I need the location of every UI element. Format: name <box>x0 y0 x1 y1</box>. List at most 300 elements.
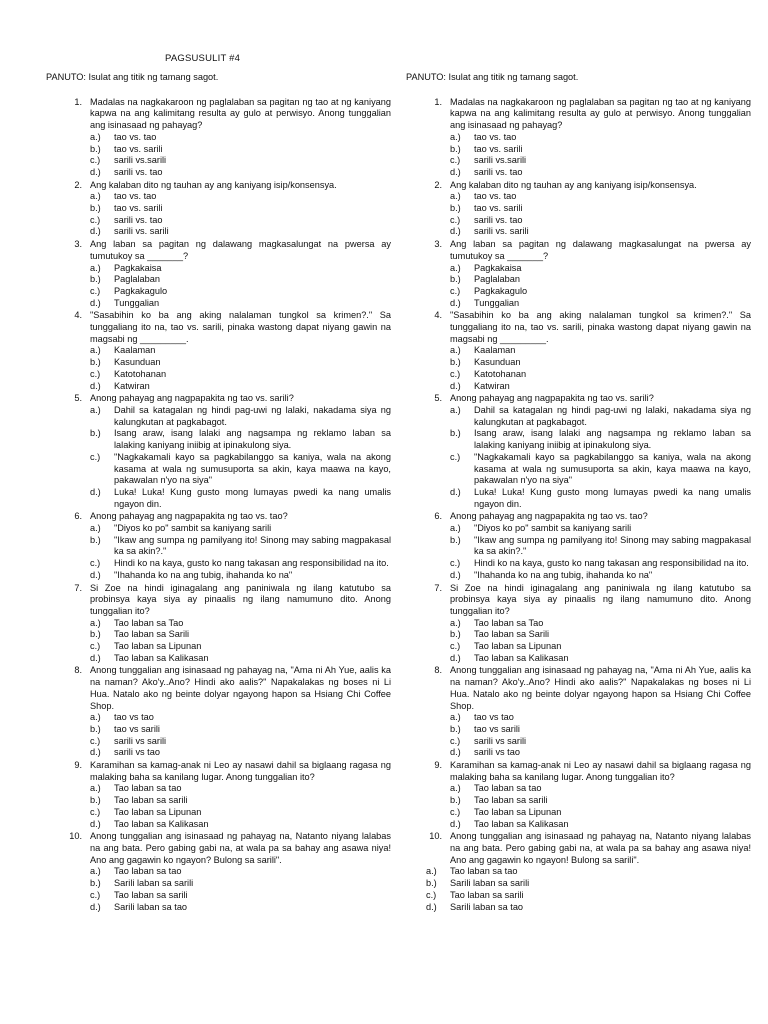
question-number: 10. <box>429 831 442 842</box>
option-text: tao vs sarili <box>114 723 160 734</box>
option-text: sarili vs tao <box>474 747 520 758</box>
option-letter: c.) <box>90 368 101 379</box>
question-item <box>406 393 751 510</box>
option-text: Tao laban sa tao <box>474 783 542 794</box>
answer-option <box>406 570 751 582</box>
question-stem <box>406 760 751 783</box>
option-letter: b.) <box>90 878 101 889</box>
option-text: Tunggalian <box>474 297 520 308</box>
answer-option <box>406 144 751 156</box>
question-item <box>46 583 391 665</box>
question-text: Anong tunggalian ang isinasaad ng pahayag na, "Ama ni Ah Yue, aalis ka na naman? Ako'y..Ano? Hindi ako aalis?" Napakalakas ng boses ni Li Hua. Natalo ako ng beinte dolyar ngayong hapon sa Hsiang Chi Coffee Shop. <box>90 665 391 711</box>
option-text: Tao laban sa tao <box>114 866 182 877</box>
option-text: Dahil sa katagalan ng hindi pag-uwi ng lalaki, nakadama siya ng kalungkutan at pagkabagot. <box>474 404 751 427</box>
answer-option <box>406 298 751 310</box>
option-letter: a.) <box>426 866 437 877</box>
option-letter: a.) <box>90 404 101 415</box>
answer-option <box>46 191 391 203</box>
answer-option <box>406 263 751 275</box>
option-letter: d.) <box>450 166 461 177</box>
answer-option <box>406 226 751 238</box>
question-item <box>406 97 751 179</box>
option-letter: a.) <box>90 866 101 877</box>
answer-option <box>46 487 391 510</box>
option-text: Sarili laban sa sarili <box>114 878 194 889</box>
answer-option <box>46 878 391 890</box>
answer-option <box>46 819 391 831</box>
option-letter: d.) <box>90 486 101 497</box>
answer-option <box>46 724 391 736</box>
option-text: "Ikaw ang sumpa ng pamilyang ito! Sinong may sabing magpakasal ka sa akin?." <box>114 534 391 557</box>
answer-option <box>406 428 751 451</box>
option-letter: a.) <box>90 712 101 723</box>
question-item <box>46 239 391 309</box>
answer-option <box>46 381 391 393</box>
option-text: "Nagkakamali kayo sa pagkabilanggo sa kaniya, wala na akong kasama at wala ng sumusuporta sa akin, kaya maawa na kayo, pakawalan n'yo na siya" <box>114 451 391 486</box>
option-letter: b.) <box>450 274 461 285</box>
answer-option <box>46 405 391 428</box>
answer-option <box>406 629 751 641</box>
option-letter: b.) <box>450 629 461 640</box>
option-letter: b.) <box>450 203 461 214</box>
option-text: Tao laban sa sarili <box>114 889 188 900</box>
answer-option <box>46 167 391 179</box>
option-letter: a.) <box>90 345 101 356</box>
option-text: Tao laban sa Kalikasan <box>114 652 209 663</box>
question-stem <box>46 97 391 132</box>
answer-option <box>406 783 751 795</box>
option-letter: c.) <box>90 806 101 817</box>
option-text: tao vs. tao <box>114 191 157 202</box>
option-text: sarili vs. tao <box>114 166 163 177</box>
answer-option <box>46 570 391 582</box>
question-stem <box>46 393 391 405</box>
option-letter: d.) <box>90 747 101 758</box>
option-letter: b.) <box>90 723 101 734</box>
answer-option <box>46 795 391 807</box>
question-stem <box>406 97 751 132</box>
option-letter: d.) <box>450 569 461 580</box>
answer-option <box>406 807 751 819</box>
option-letter: a.) <box>90 523 101 534</box>
answer-option <box>46 783 391 795</box>
question-text: Anong tunggalian ang isinasaad ng pahayag na, Natanto niyang lalabas na ang bata. Pero gabing gabi na, at wala pa sa bahay ang asawa niya! Ano ang gagawin ko ngayon! Bulong sa sarili". <box>450 831 751 865</box>
answer-option <box>46 629 391 641</box>
answer-option <box>406 866 751 878</box>
question-number: 4. <box>434 310 442 321</box>
option-text: Tao laban sa Tao <box>114 617 184 628</box>
option-text: sarili vs tao <box>114 747 160 758</box>
answer-option <box>46 452 391 487</box>
option-text: "Diyos ko po" sambit sa kaniyang sarili <box>474 523 632 534</box>
answer-option <box>406 819 751 831</box>
option-text: Isang araw, isang lalaki ang nagsampa ng reklamo laban sa lalaking kaniyang iniibig at ipinakulong siya. <box>114 428 391 451</box>
answer-option <box>46 523 391 535</box>
option-letter: d.) <box>90 901 101 912</box>
answer-option <box>406 405 751 428</box>
answer-option <box>46 215 391 227</box>
option-text: sarili vs. tao <box>114 214 163 225</box>
option-letter: c.) <box>90 889 101 900</box>
answer-option <box>46 866 391 878</box>
option-text: sarili vs.sarili <box>114 155 167 166</box>
option-letter: b.) <box>450 795 461 806</box>
option-letter: b.) <box>450 534 461 545</box>
option-letter: a.) <box>450 523 461 534</box>
question-stem <box>406 583 751 618</box>
option-letter: c.) <box>90 558 101 569</box>
answer-option <box>406 167 751 179</box>
option-text: "Ikaw ang sumpa ng pamilyang ito! Sinong may sabing magpakasal ka sa akin?." <box>474 534 751 557</box>
question-stem <box>46 665 391 712</box>
option-text: sarili vs sarili <box>474 735 527 746</box>
answer-option <box>406 724 751 736</box>
answer-option <box>406 369 751 381</box>
option-letter: d.) <box>450 226 461 237</box>
option-letter: a.) <box>450 262 461 273</box>
question-number: 5. <box>434 393 442 404</box>
question-item <box>46 97 391 179</box>
option-text: tao vs. sarili <box>114 143 163 154</box>
option-letter: b.) <box>90 534 101 545</box>
option-letter: d.) <box>90 652 101 663</box>
option-letter: a.) <box>450 345 461 356</box>
option-text: Pagkakaisa <box>114 262 162 273</box>
option-letter: a.) <box>450 712 461 723</box>
question-text: "Sasabihin ko ba ang aking nalalaman tungkol sa krimen?." Sa tunggaliang ito na, tao vs. sarili, pinaka wastong dapat niyang gawin na magsabi ng _________. <box>90 310 391 344</box>
option-letter: d.) <box>450 818 461 829</box>
option-text: tao vs. sarili <box>474 143 523 154</box>
option-text: Isang araw, isang lalaki ang nagsampa ng reklamo laban sa lalaking kaniyang iniibig at ipinakulong siya. <box>474 428 751 451</box>
option-letter: a.) <box>90 783 101 794</box>
answer-option <box>406 902 751 914</box>
question-stem <box>46 180 391 192</box>
option-letter: c.) <box>90 214 101 225</box>
question-stem <box>406 511 751 523</box>
answer-option <box>46 558 391 570</box>
option-letter: b.) <box>90 143 101 154</box>
option-letter: a.) <box>450 191 461 202</box>
option-text: Luka! Luka! Kung gusto mong lumayas pwedi ka nang umalis ngayon din. <box>474 486 751 509</box>
option-text: tao vs. tao <box>114 131 157 142</box>
question-text: Ang laban sa pagitan ng dalawang magkasalungat na pwersa ay tumutukoy sa _______? <box>450 239 751 261</box>
question-item <box>406 511 751 581</box>
option-letter: d.) <box>90 818 101 829</box>
option-letter: d.) <box>426 901 437 912</box>
answer-option <box>406 357 751 369</box>
option-text: Kaalaman <box>474 345 516 356</box>
question-item <box>46 393 391 510</box>
option-text: tao vs. sarili <box>114 203 163 214</box>
option-text: Tao laban sa sarili <box>474 795 548 806</box>
question-number: 1. <box>74 96 82 107</box>
option-text: Sarili laban sa sarili <box>450 878 530 889</box>
option-letter: c.) <box>90 735 101 746</box>
answer-option <box>46 712 391 724</box>
option-letter: d.) <box>90 569 101 580</box>
answer-option <box>406 132 751 144</box>
option-letter: a.) <box>450 783 461 794</box>
answer-option <box>406 641 751 653</box>
answer-option <box>406 890 751 902</box>
option-letter: c.) <box>90 155 101 166</box>
question-number: 3. <box>434 239 442 250</box>
option-letter: c.) <box>450 451 461 462</box>
option-text: Hindi ko na kaya, gusto ko nang takasan ang responsibilidad na ito. <box>114 558 389 569</box>
option-letter: a.) <box>450 617 461 628</box>
answer-option <box>46 132 391 144</box>
question-stem <box>46 511 391 523</box>
answer-option <box>46 653 391 665</box>
question-text: Madalas na nagkakaroon ng paglalaban sa pagitan ng tao at ng kaniyang kapwa na ang kalimitang resulta ay gulo at perwisyo. Anong tunggalian ang isinasaad ng pahayag? <box>90 96 391 131</box>
option-text: Katotohanan <box>474 368 527 379</box>
option-letter: b.) <box>426 878 437 889</box>
option-text: Tao laban sa tao <box>450 866 518 877</box>
question-item <box>406 583 751 665</box>
question-text: Anong pahayag ang nagpapakita ng tao vs. tao? <box>90 511 288 522</box>
question-item <box>406 760 751 830</box>
option-letter: b.) <box>450 428 461 439</box>
option-letter: d.) <box>450 297 461 308</box>
option-letter: a.) <box>90 617 101 628</box>
question-number: 8. <box>434 665 442 676</box>
question-list <box>406 97 751 914</box>
question-text: Ang kalaban dito ng tauhan ay ang kaniyang isip/konsensya. <box>90 179 337 190</box>
option-text: Paglalaban <box>114 274 160 285</box>
question-text: Karamihan sa kamag-anak ni Leo ay nasawi dahil sa biglaang ragasa ng malaking baha sa kanilang lugar. Anong tunggalian ito? <box>450 760 751 782</box>
option-letter: c.) <box>450 806 461 817</box>
question-number: 6. <box>74 511 82 522</box>
option-letter: a.) <box>90 131 101 142</box>
option-text: Dahil sa katagalan ng hindi pag-uwi ng lalaki, nakadama siya ng kalungkutan at pagkabagot. <box>114 404 391 427</box>
option-text: sarili vs. tao <box>474 214 523 225</box>
question-number: 2. <box>74 179 82 190</box>
option-text: Katwiran <box>474 380 510 391</box>
option-text: sarili vs. sarili <box>474 226 529 237</box>
option-letter: c.) <box>450 368 461 379</box>
option-letter: a.) <box>90 262 101 273</box>
option-text: Pagkakagulo <box>474 285 528 296</box>
option-letter: d.) <box>90 166 101 177</box>
question-text: "Sasabihin ko ba ang aking nalalaman tungkol sa krimen?." Sa tunggaliang ito na, tao vs. sarili, pinaka wastong dapat niyang gawin na magsabi ng _________. <box>450 310 751 344</box>
option-letter: b.) <box>450 143 461 154</box>
option-text: sarili vs sarili <box>114 735 167 746</box>
option-text: Hindi ko na kaya, gusto ko nang takasan ang responsibilidad na ito. <box>474 558 749 569</box>
option-letter: b.) <box>450 357 461 368</box>
option-letter: b.) <box>90 357 101 368</box>
option-letter: c.) <box>426 889 437 900</box>
answer-option <box>406 535 751 558</box>
option-letter: d.) <box>450 380 461 391</box>
option-letter: b.) <box>450 723 461 734</box>
question-text: Karamihan sa kamag-anak ni Leo ay nasawi dahil sa biglaang ragasa ng malaking baha sa kanilang lugar. Anong tunggalian ito? <box>90 760 391 782</box>
right-column <box>406 72 751 913</box>
question-item <box>46 665 391 759</box>
option-text: Kaalaman <box>114 345 156 356</box>
option-letter: c.) <box>90 451 101 462</box>
option-text: tao vs. tao <box>474 131 517 142</box>
option-text: Kasunduan <box>474 357 521 368</box>
option-text: Katotohanan <box>114 368 167 379</box>
option-letter: c.) <box>450 641 461 652</box>
option-text: sarili vs. sarili <box>114 226 169 237</box>
question-text: Anong pahayag ang nagpapakita ng tao vs. sarili? <box>90 393 294 404</box>
option-text: Tao laban sa Lipunan <box>114 641 202 652</box>
option-text: sarili vs. tao <box>474 166 523 177</box>
answer-option <box>406 452 751 487</box>
option-letter: c.) <box>90 641 101 652</box>
question-stem <box>406 239 751 262</box>
question-text: Anong tunggalian ang isinasaad ng pahayag na, Natanto niyang lalabas na ang bata. Pero gabing gabi na, at wala pa sa bahay ang asawa niya! Ano ang gagawin ko ngayon? Bulong sa sarili". <box>90 831 391 865</box>
option-text: Paglalaban <box>474 274 520 285</box>
answer-option <box>406 558 751 570</box>
option-text: tao vs tao <box>114 712 154 723</box>
option-text: Luka! Luka! Kung gusto mong lumayas pwedi ka nang umalis ngayon din. <box>114 486 391 509</box>
option-text: sarili vs.sarili <box>474 155 527 166</box>
answer-option <box>406 523 751 535</box>
option-text: Tao laban sa Kalikasan <box>474 818 569 829</box>
option-letter: a.) <box>90 191 101 202</box>
answer-option <box>46 902 391 914</box>
option-letter: b.) <box>90 274 101 285</box>
question-item <box>406 831 751 913</box>
question-number: 9. <box>434 760 442 771</box>
option-text: "Diyos ko po" sambit sa kaniyang sarili <box>114 523 272 534</box>
answer-option <box>46 369 391 381</box>
question-stem <box>406 665 751 712</box>
answer-option <box>406 747 751 759</box>
question-stem <box>46 831 391 866</box>
left-column <box>46 72 391 913</box>
option-letter: d.) <box>90 380 101 391</box>
answer-option <box>46 155 391 167</box>
option-text: "Ihahanda ko na ang tubig, ihahanda ko na" <box>474 569 653 580</box>
option-letter: c.) <box>90 285 101 296</box>
option-text: Tao laban sa Lipunan <box>114 806 202 817</box>
option-text: "Ihahanda ko na ang tubig, ihahanda ko na" <box>114 569 293 580</box>
option-text: tao vs tao <box>474 712 514 723</box>
option-letter: b.) <box>90 203 101 214</box>
option-letter: b.) <box>90 795 101 806</box>
question-number: 4. <box>74 310 82 321</box>
question-list <box>46 97 391 914</box>
question-text: Ang laban sa pagitan ng dalawang magkasalungat na pwersa ay tumutukoy sa _______? <box>90 239 391 261</box>
option-letter: d.) <box>450 747 461 758</box>
option-text: Tao laban sa Tao <box>474 617 544 628</box>
answer-option <box>46 226 391 238</box>
answer-option <box>406 795 751 807</box>
option-text: Tao laban sa sarili <box>114 795 188 806</box>
option-letter: b.) <box>90 629 101 640</box>
option-letter: c.) <box>450 285 461 296</box>
question-text: Anong tunggalian ang isinasaad ng pahayag na, "Ama ni Ah Yue, aalis ka na naman? Ako'y..Ano? Hindi ako aalis?" Napakalakas ng boses ni Li Hua. Natalo ako ng beinte dolyar ngayong hapon sa Hsiang Chi Coffee Shop. <box>450 665 751 711</box>
question-text: Anong pahayag ang nagpapakita ng tao vs. sarili? <box>450 393 654 404</box>
option-text: Tao laban sa Sarili <box>474 629 550 640</box>
option-letter: d.) <box>450 652 461 663</box>
option-text: Pagkakaisa <box>474 262 522 273</box>
question-stem <box>406 393 751 405</box>
question-number: 9. <box>74 760 82 771</box>
question-item <box>406 180 751 239</box>
answer-option <box>46 428 391 451</box>
question-item <box>46 831 391 913</box>
option-letter: d.) <box>450 486 461 497</box>
answer-option <box>406 286 751 298</box>
option-text: tao vs. tao <box>474 191 517 202</box>
answer-option <box>406 345 751 357</box>
question-number: 8. <box>74 665 82 676</box>
question-text: Si Zoe na hindi iginagalang ang paniniwala ng ilang katutubo sa probinsya kaya siya ay pinaalis ng ilang namumuno dito. Anong tunggalian ito? <box>90 582 391 616</box>
question-stem <box>46 760 391 783</box>
answer-option <box>46 736 391 748</box>
option-letter: a.) <box>450 404 461 415</box>
answer-option <box>406 618 751 630</box>
answer-option <box>406 878 751 890</box>
option-text: Tao laban sa Kalikasan <box>474 652 569 663</box>
question-stem <box>406 310 751 345</box>
answer-option <box>46 747 391 759</box>
question-stem <box>406 180 751 192</box>
option-text: Tao laban sa Lipunan <box>474 806 562 817</box>
question-stem <box>46 310 391 345</box>
question-item <box>46 310 391 392</box>
option-text: Katwiran <box>114 380 150 391</box>
answer-option <box>46 357 391 369</box>
option-letter: c.) <box>450 558 461 569</box>
option-text: Tao laban sa Sarili <box>114 629 190 640</box>
answer-option <box>406 203 751 215</box>
answer-option <box>46 274 391 286</box>
answer-option <box>46 807 391 819</box>
page-title: PAGSUSULIT #4 <box>165 53 241 64</box>
option-text: Tunggalian <box>114 297 160 308</box>
question-text: Madalas na nagkakaroon ng paglalaban sa pagitan ng tao at ng kaniyang kapwa na ang kalimitang resulta ay gulo at perwisyo. Anong tunggalian ang isinasaad ng pahayag? <box>450 96 751 131</box>
answer-option <box>406 487 751 510</box>
answer-option <box>46 286 391 298</box>
question-stem <box>46 239 391 262</box>
option-text: Sarili laban sa tao <box>450 901 524 912</box>
option-text: Tao laban sa tao <box>114 783 182 794</box>
answer-option <box>406 653 751 665</box>
answer-option <box>46 345 391 357</box>
answer-option <box>406 191 751 203</box>
question-item <box>406 239 751 309</box>
question-item <box>46 180 391 239</box>
question-number: 2. <box>434 179 442 190</box>
option-letter: d.) <box>90 226 101 237</box>
option-text: tao vs. sarili <box>474 203 523 214</box>
option-text: Tao laban sa Lipunan <box>474 641 562 652</box>
answer-option <box>46 535 391 558</box>
option-letter: c.) <box>450 735 461 746</box>
instructions: PANUTO: Isulat ang titik ng tamang sagot. <box>406 72 579 82</box>
instructions: PANUTO: Isulat ang titik ng tamang sagot. <box>46 72 219 82</box>
question-text: Si Zoe na hindi iginagalang ang paniniwala ng ilang katutubo sa probinsya kaya siya ay pinaalis ng ilang namumuno dito. Anong tunggalian ito? <box>450 582 751 616</box>
answer-option <box>46 263 391 275</box>
answer-option <box>406 215 751 227</box>
option-text: Pagkakagulo <box>114 285 168 296</box>
option-text: Kasunduan <box>114 357 161 368</box>
question-stem <box>406 831 751 866</box>
answer-option <box>406 274 751 286</box>
option-letter: c.) <box>450 214 461 225</box>
answer-option <box>406 381 751 393</box>
question-item <box>406 665 751 759</box>
question-number: 3. <box>74 239 82 250</box>
answer-option <box>46 641 391 653</box>
question-stem <box>46 583 391 618</box>
question-text: Anong pahayag ang nagpapakita ng tao vs. tao? <box>450 511 648 522</box>
